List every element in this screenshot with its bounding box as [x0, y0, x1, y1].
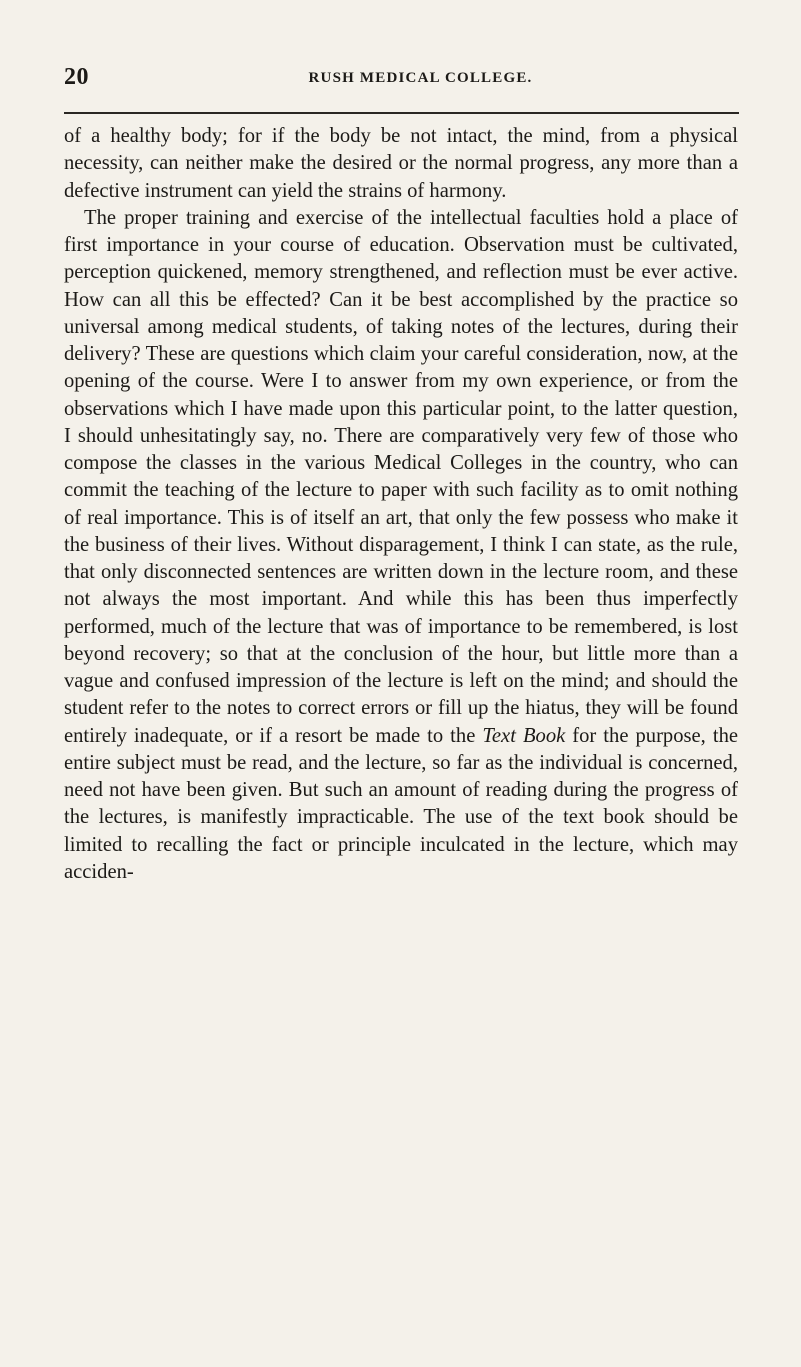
page-number: 20 — [64, 64, 89, 90]
body-text — [64, 123, 738, 886]
paragraph-continued: of a healthy body; for if the body be not intact, the mind, from a physical necessity, can neither make the desired or the normal progress, any more than a defective instrument can yield the strains of harmony. — [64, 125, 738, 202]
paragraph-text-part: for the purpose, the entire subject must be read, and the lecture, so far as the individual is concerned, need not have been given. But such an amount of reading during the progress of the lectures, is manifestly impracticable. The use of the text book should be limited to recalling the fact or principle inculcated in the lecture, which may acciden- — [64, 724, 739, 883]
page-header — [0, 64, 801, 94]
paragraph-text-part: The proper training and exercise of the intellectual faculties hold a place of first importance in your course of education. Observation must be cultivated, perception quickened, memory strengthened, and reflection must be ever active. How can all this be effected? Can it be best accomplished by the practice so universal among medical students, of taking notes of the lectures, during their delivery? These are questions which claim your careful consideration, now, at the opening of the course. Were I to answer from my own experience, or from the observations which I have made upon this particular point, to the latter question, I should unhesitatingly say, no. There are comparatively very few of those who compose the classes in the various Medical Colleges in the country, who can commit the teaching of the lecture to paper with such facility as to omit nothing of real importance. This is of itself an art, that only the few possess who make it the business of their lives. Without disparagement, I think I can state, as the rule, that only disconnected sentences are written down in the lecture room, and these not always the most important. And while this has been thus imperfectly performed, much of the lecture that was of importance to be remembered, is lost beyond recovery; so that at the conclusion of the hour, but little more than a vague and confused impression of the lecture is left on the mind; and should the student refer to the notes to correct errors or fill up the hiatus, they will be found entirely inadequate, or if a resort be made to the — [64, 206, 738, 747]
header-rule — [64, 112, 739, 114]
paragraph — [64, 205, 738, 886]
italic-book-title: Text Book — [482, 724, 566, 747]
running-head: RUSH MEDICAL COLLEGE. — [308, 70, 533, 86]
